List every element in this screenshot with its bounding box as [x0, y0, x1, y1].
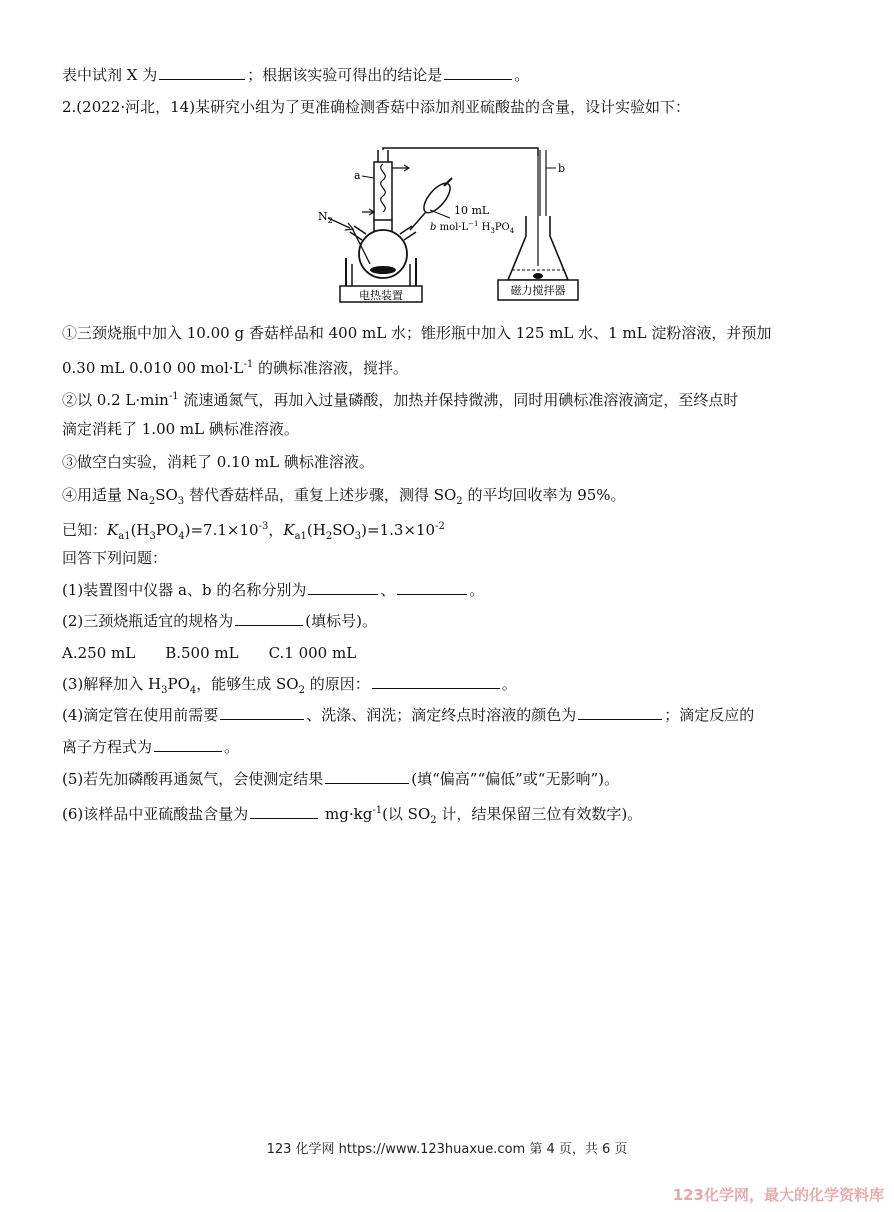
- blank-q3[interactable]: [372, 673, 500, 689]
- question-1: (1)装置图中仪器 a、b 的名称分别为 、 。: [62, 581, 485, 599]
- step-4: ④用适量 $Na_2SO_3$ 替代香菇样品，重复上述步骤，测得 $SO_2$ 的平均回收率为 95%。: [62, 486, 626, 507]
- blank-q4-equation[interactable]: [154, 736, 222, 752]
- question-4-line-2: 离子方程式为 。: [62, 738, 240, 756]
- step-1-line-2: 0.30 mL 0.010 00 $mol\cdot L^{-1}$ 的碘标准溶液，搅拌。: [62, 359, 408, 377]
- step-2-line-1: ②以 0.2 $L\cdot\min^{-1}$ 流速通氮气，再加入过量磷酸，加热并保持微沸，同时用碘标准溶液滴定，至终点时: [62, 391, 739, 409]
- apparatus-figure: [312, 146, 588, 304]
- stirrer-label: 磁力搅拌器: [510, 284, 566, 297]
- heater-label: 电热装置: [359, 289, 403, 302]
- option-b[interactable]: B.500 mL: [165, 644, 239, 662]
- line-reagent-x: 表中试剂 X 为 ；根据该实验可得出的结论是 。: [62, 66, 530, 84]
- blank-q4-color[interactable]: [578, 704, 662, 720]
- blank-q2[interactable]: [235, 610, 303, 626]
- blank-reagent-x[interactable]: [159, 64, 245, 80]
- blank-conclusion[interactable]: [444, 64, 512, 80]
- blank-q1-a[interactable]: [308, 579, 378, 595]
- question-2: (2)三颈烧瓶适宜的规格为 (填标号)。: [62, 612, 377, 630]
- label-a: a: [354, 169, 361, 182]
- known-constants: 已知：$K_{a1}(H_3PO_4)=7.1\times 10^{-3}$，$K_{a1}(H_2SO_3)=1.3\times 10^{-2}$: [62, 521, 445, 542]
- step-1-line-1: ①三颈烧瓶中加入 10.00 g 香菇样品和 400 mL 水；锥形瓶中加入 125 mL 水、1 mL 淀粉溶液，并预加: [62, 324, 772, 342]
- question-5: (5)若先加磷酸再通氮气，会使测定结果 (填“偏高”“偏低”或“无影响”)。: [62, 770, 619, 788]
- blank-q5[interactable]: [325, 768, 409, 784]
- question-4-line-1: (4)滴定管在使用前需要 、洗涤、润洗；滴定终点时溶液的颜色为 ；滴定反应的: [62, 706, 755, 724]
- answer-prompt: 回答下列问题：: [62, 549, 168, 567]
- label-b: b: [558, 162, 566, 175]
- blank-q1-b[interactable]: [397, 579, 467, 595]
- option-c[interactable]: C.1 000 mL: [268, 644, 357, 662]
- flask-right-neck: [400, 226, 416, 240]
- blank-q6[interactable]: [250, 803, 318, 819]
- flask-sample: [370, 266, 396, 274]
- stir-bar: [533, 273, 543, 279]
- question-3: (3)解释加入 $H_3PO_4$，能够生成 $SO_2$ 的原因： 。: [62, 675, 517, 696]
- option-a[interactable]: A.250 mL: [62, 644, 136, 662]
- question-2-options: [62, 642, 386, 664]
- label-n2: $N_2$: [318, 210, 333, 225]
- condenser-water-in: [362, 209, 374, 215]
- blank-q4-prep[interactable]: [220, 704, 304, 720]
- gas-line: [383, 148, 538, 156]
- condenser-water-out: [392, 165, 409, 171]
- question-2-stem: 2.(2022·河北，14)某研究小组为了更准确检测香菇中添加剂亚硫酸盐的含量，设计实验如下：: [62, 98, 691, 116]
- label-concentration: b $mol\cdot L^{-1}$ $H_3PO_4$: [430, 220, 515, 235]
- step-2-line-2: 滴定消耗了 1.00 mL 碘标准溶液。: [62, 420, 299, 438]
- label-volume: 10 mL: [454, 204, 490, 217]
- dropping-funnel: [419, 179, 454, 217]
- question-6: (6)该样品中亚硫酸盐含量为 $mg\cdot kg^{-1}$(以 $SO_2$ 计，结果保留三位有效数字)。: [62, 805, 643, 826]
- watermark: 123化学网，最大的化学资料库: [672, 1186, 884, 1204]
- page-footer: 123 化学网 https://www.123huaxue.com 第 4 页，共 6 页: [266, 1142, 628, 1157]
- step-3: ③做空白实验，消耗了 0.10 mL 碘标准溶液。: [62, 453, 374, 471]
